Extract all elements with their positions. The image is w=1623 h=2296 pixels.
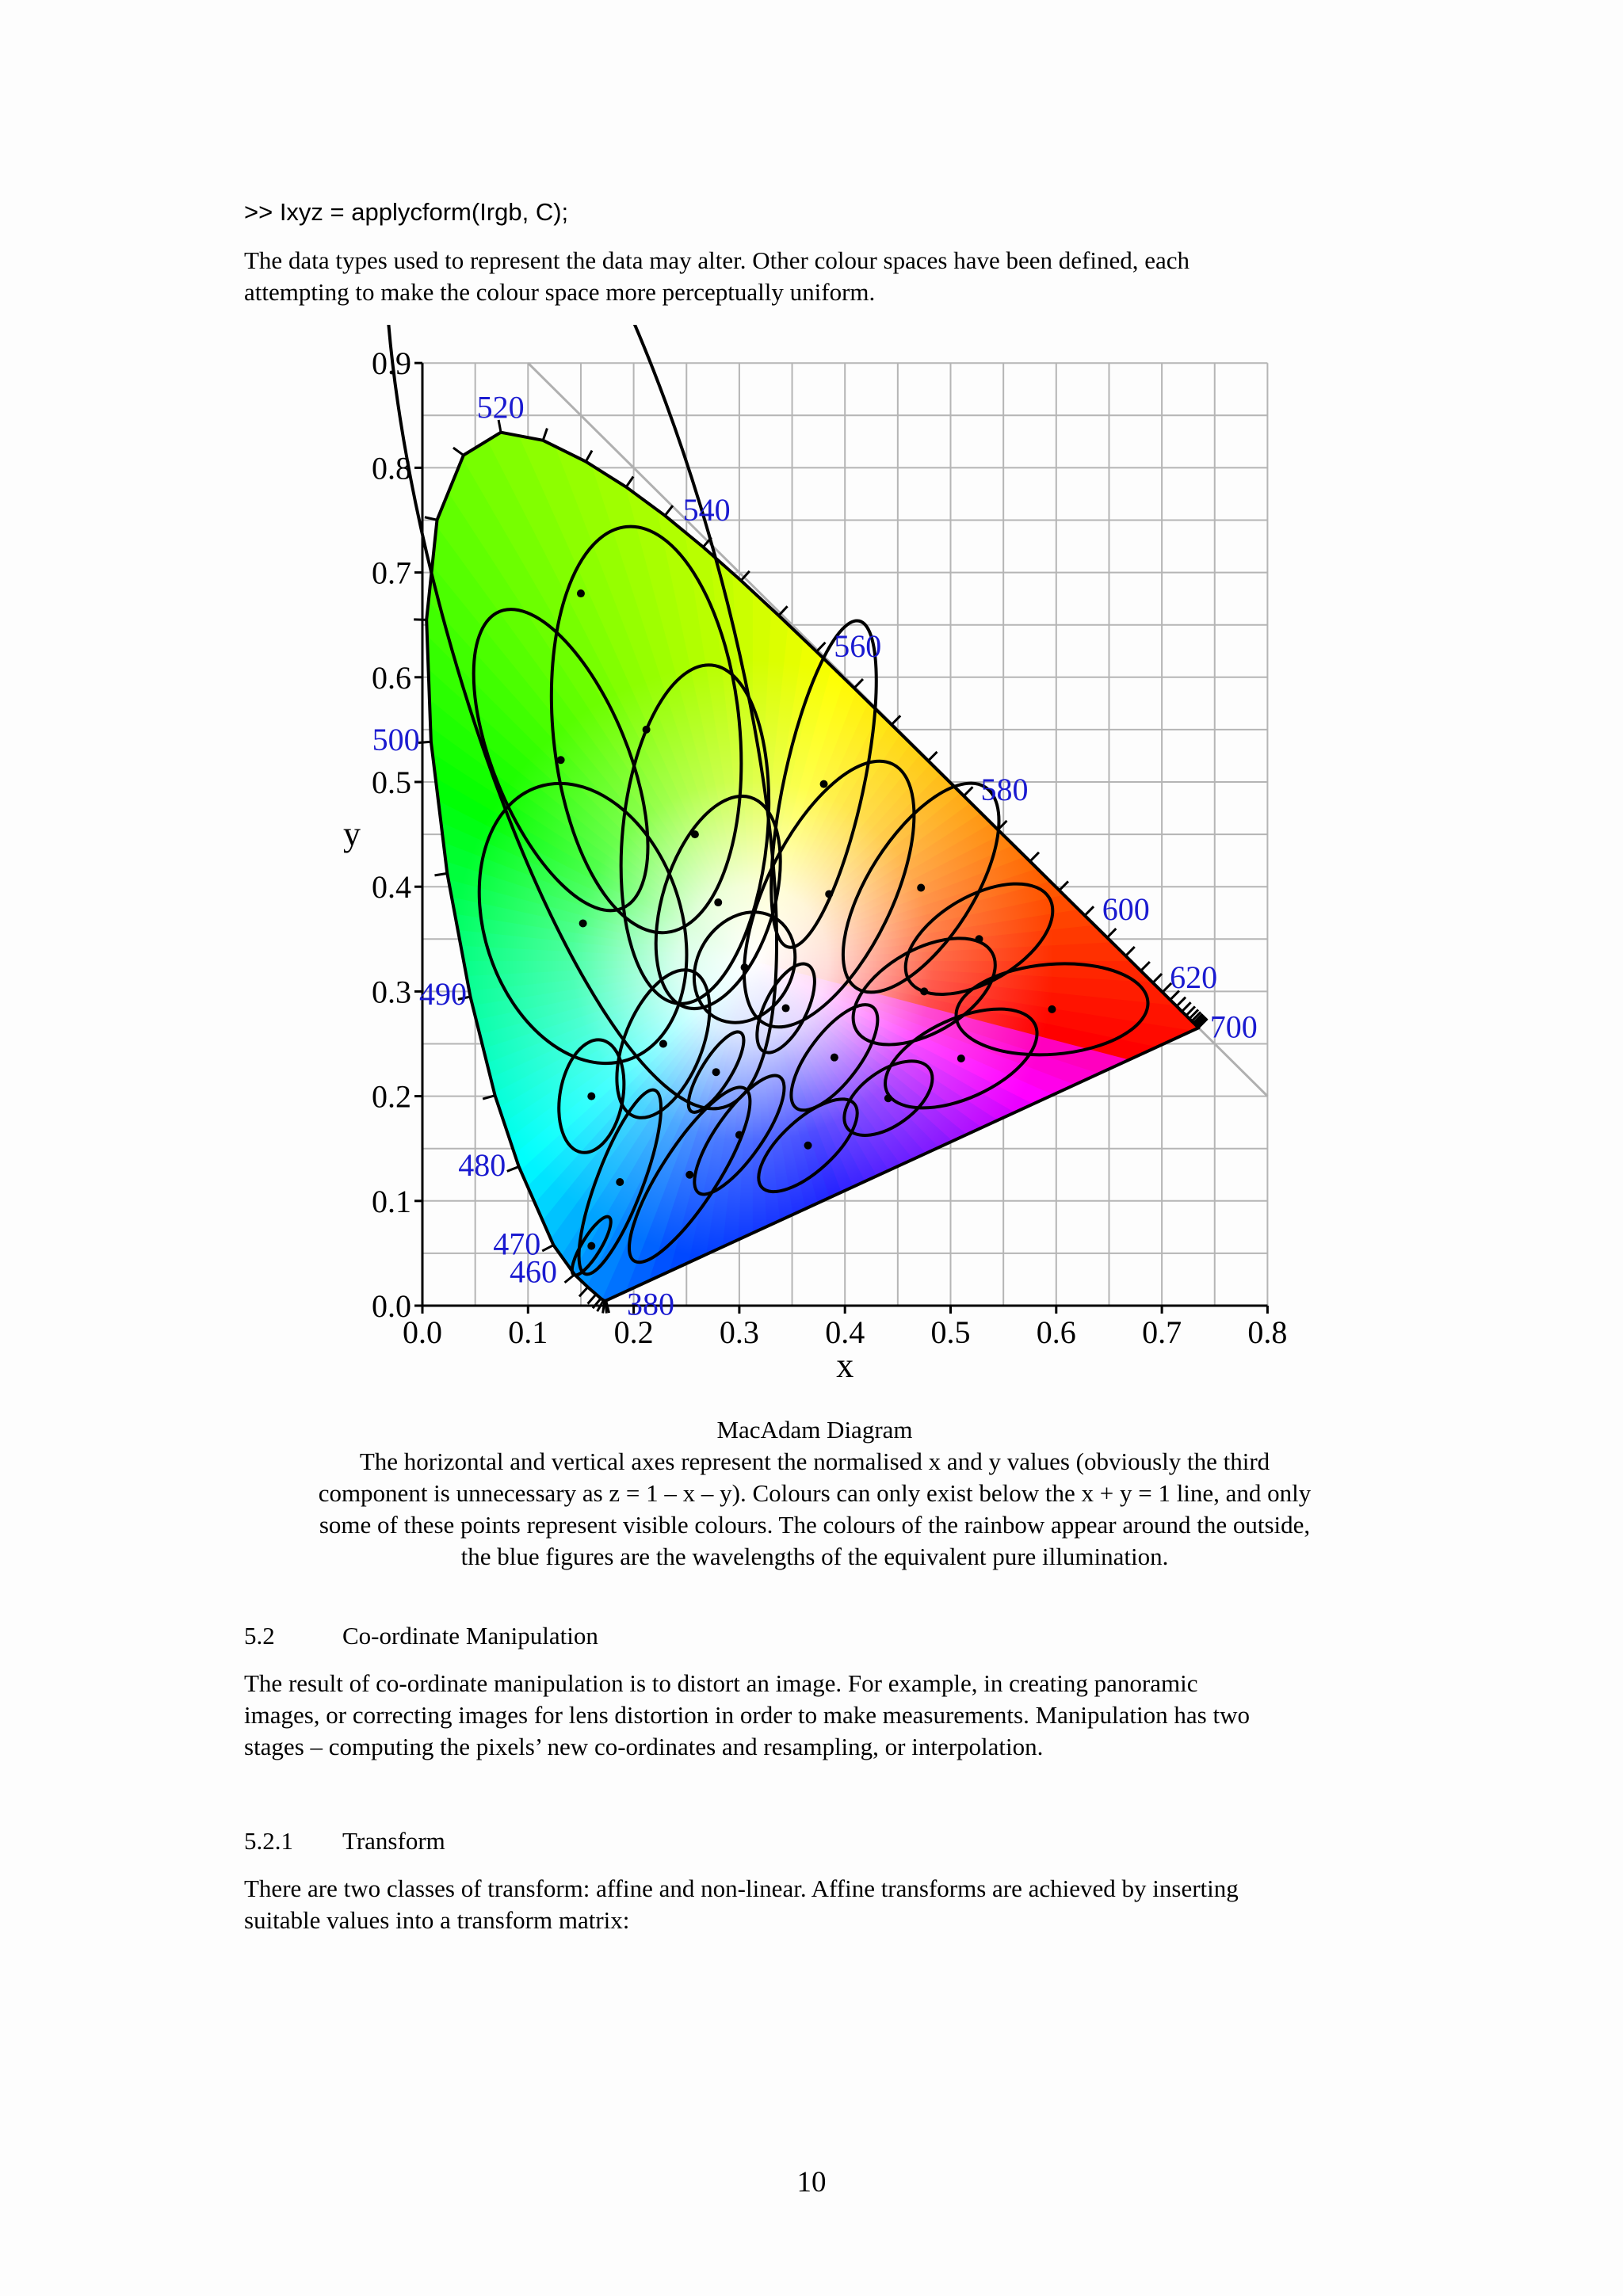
chromaticity-chart (325, 325, 1300, 1402)
wavelength-tick (586, 451, 592, 462)
text-line: The data types used to represent the data may alter. Other colour spaces have been defined, each (244, 246, 1190, 274)
wavelength-tick (816, 643, 825, 652)
wavelength-tick (507, 1167, 519, 1172)
wavelength-tick (543, 429, 547, 441)
section-5-2-1-paragraph (244, 1873, 1385, 1936)
ellipse-centre-dot (1048, 1005, 1056, 1013)
wavelength-label: 700 (1209, 1009, 1258, 1045)
wavelength-tick (1030, 852, 1039, 861)
wavelength-tick (1141, 962, 1150, 971)
text-line: attempting to make the colour space more perceptually uniform. (244, 278, 876, 306)
text-line: There are two classes of transform: affine and non-linear. Affine transforms are achieved by inserting (244, 1875, 1239, 1902)
wavelength-tick (854, 679, 863, 688)
caption-line: The horizontal and vertical axes represent the normalised x and y values (obviously the third (359, 1447, 1270, 1475)
section-heading-5-2 (244, 1620, 598, 1652)
code-line: >> Ixyz = applycform(Irgb, C); (244, 198, 569, 226)
wavelength-tick (626, 477, 633, 487)
ellipse-centre-dot (577, 589, 585, 597)
y-axis-label: y (343, 814, 361, 854)
wavelength-label: 480 (458, 1147, 506, 1184)
section-5-2-paragraph (244, 1668, 1385, 1763)
section-number: 5.2 (244, 1622, 275, 1650)
ellipse-centre-dot (587, 1242, 595, 1250)
ellipse-centre-dot (659, 1040, 667, 1048)
ellipse-centre-dot (782, 1005, 790, 1013)
white-point-glow (325, 325, 1300, 1402)
text-line: stages – computing the pixels’ new co-ordinates and resampling, or interpolation. (244, 1733, 1044, 1760)
x-tick-label: 0.1 (508, 1314, 548, 1350)
caption-line: the blue figures are the wavelengths of the equivalent pure illumination. (460, 1543, 1169, 1570)
ellipse-centre-dot (884, 1094, 892, 1102)
x-axis-label: x (836, 1346, 854, 1385)
wavelength-tick (1177, 997, 1186, 1006)
intro-paragraph (244, 245, 1385, 308)
x-tick-label: 0.4 (825, 1314, 865, 1350)
y-tick-label: 0.7 (372, 555, 411, 591)
y-tick-label: 0.2 (372, 1078, 411, 1115)
section-title: Co-ordinate Manipulation (342, 1622, 598, 1650)
text-line: suitable values into a transform matrix: (244, 1906, 630, 1934)
wavelength-tick (1182, 1002, 1190, 1011)
ellipse-centre-dot (587, 1093, 595, 1100)
y-tick-label: 0.4 (372, 869, 411, 906)
ellipse-centre-dot (804, 1142, 812, 1150)
wavelength-label: 460 (509, 1253, 557, 1290)
x-tick-label: 0.6 (1036, 1314, 1076, 1350)
wavelength-tick (665, 505, 673, 516)
macadam-diagram (325, 325, 1300, 1402)
y-tick-label: 0.9 (372, 345, 411, 382)
wavelength-tick (1085, 906, 1094, 915)
wavelength-tick (964, 787, 972, 795)
x-tick-label: 0.0 (403, 1314, 442, 1350)
caption-title: MacAdam Diagram (716, 1416, 913, 1444)
caption-line: component is unnecessary as z = 1 – x – y). Colours can only exist below the x + y = 1 line, and only (318, 1479, 1312, 1507)
section-heading-5-2-1 (244, 1825, 445, 1857)
ellipse-centre-dot (917, 884, 925, 892)
x-tick-label: 0.2 (613, 1314, 654, 1350)
ellipse-centre-dot (579, 919, 587, 927)
ellipse-centre-dot (820, 780, 828, 788)
wavelength-tick (779, 606, 788, 616)
y-tick-label: 0.0 (372, 1288, 411, 1324)
ellipse-centre-dot (957, 1055, 965, 1062)
wavelength-label: 580 (980, 772, 1029, 808)
text-line: images, or correcting images for lens distortion in order to make measurements. Manipulation has two (244, 1701, 1250, 1729)
wavelength-label: 500 (372, 721, 420, 757)
wavelength-label: 600 (1102, 891, 1150, 927)
y-tick-label: 0.5 (372, 765, 411, 800)
wavelength-tick (928, 752, 937, 761)
wavelength-tick (453, 448, 464, 455)
caption-line: some of these points represent visible colours. The colours of the rainbow appear around the outside, (319, 1511, 1311, 1539)
ellipse-centre-dot (685, 1171, 693, 1179)
ellipse-centre-dot (735, 1131, 743, 1139)
ellipse-centre-dot (714, 898, 722, 906)
wavelength-label: 540 (682, 492, 731, 528)
ellipse-centre-dot (825, 890, 833, 898)
wavelength-tick (588, 1295, 597, 1304)
x-tick-label: 0.3 (719, 1314, 759, 1350)
wavelength-label: 560 (834, 628, 882, 665)
wavelength-label: 490 (418, 976, 467, 1013)
x-tick-label: 0.7 (1142, 1314, 1182, 1350)
y-tick-label: 0.8 (372, 450, 411, 486)
y-tick-label: 0.3 (372, 974, 411, 1010)
section-title: Transform (342, 1827, 445, 1855)
wavelength-label: 620 (1170, 959, 1218, 995)
ellipse-centre-dot (920, 987, 928, 995)
wavelength-tick (542, 1245, 553, 1251)
wavelength-tick (1153, 974, 1162, 982)
text-line: The result of co-ordinate manipulation is to distort an image. For example, in creating panoramic (244, 1669, 1198, 1697)
x-tick-label: 0.5 (930, 1314, 971, 1350)
wavelength-tick (892, 715, 900, 724)
section-number: 5.2.1 (244, 1827, 293, 1855)
ellipse-centre-dot (712, 1068, 720, 1076)
wavelength-label: 470 (493, 1226, 541, 1262)
wavelength-tick (435, 873, 448, 875)
wavelength-tick (1060, 881, 1068, 890)
ellipse-centre-dot (616, 1178, 624, 1186)
x-tick-label: 0.8 (1247, 1314, 1288, 1350)
y-tick-label: 0.6 (372, 659, 411, 696)
page-number: 10 (796, 2166, 827, 2199)
ellipse-centre-dot (831, 1054, 838, 1062)
figure-caption (244, 1414, 1385, 1573)
colour-gamut-fill (325, 325, 1300, 1402)
wavelength-label: 520 (476, 389, 525, 425)
wavelength-tick (1126, 947, 1135, 955)
y-tick-label: 0.1 (372, 1183, 411, 1219)
wavelength-label: 380 (626, 1286, 674, 1322)
